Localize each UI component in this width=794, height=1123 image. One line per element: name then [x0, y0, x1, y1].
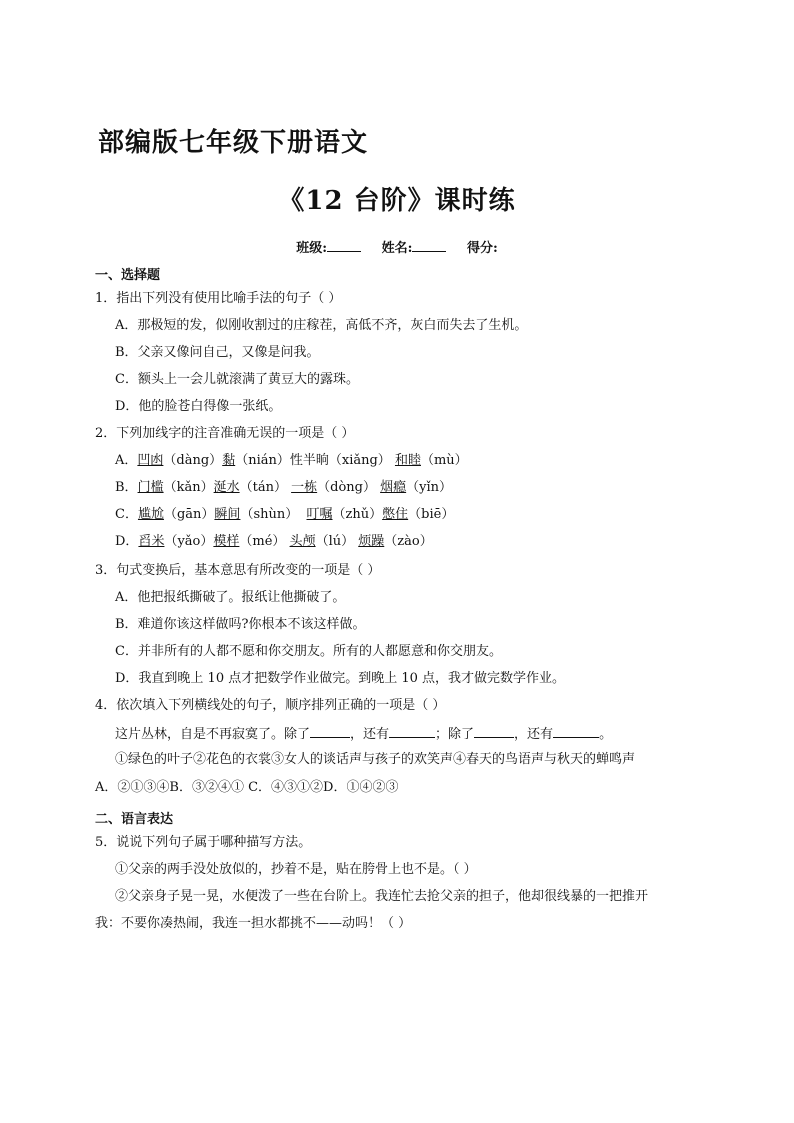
question-5-sentence-2: ②父亲身子晃一晃，水便泼了一些在台阶上。我连忙去抢父亲的担子，他却很线暴的一把推开 [115, 889, 649, 904]
lesson-title: 《12 台阶》课时练 [278, 186, 516, 216]
pinyin: （xiǎng） [328, 453, 391, 468]
pinyin: （lú） [315, 534, 355, 549]
pinyin: （dàng） [163, 453, 223, 468]
question-1-option-d: D．他的脸苍白得像一张纸。 [115, 399, 282, 414]
fill-blank-1[interactable] [310, 725, 350, 738]
pinyin: （mù） [420, 453, 468, 468]
class-blank[interactable] [327, 239, 361, 252]
option-label: D． [115, 534, 139, 549]
section-heading-choice: 一、选择题 [95, 268, 161, 283]
document-title: 部编版七年级下册语文 [98, 128, 369, 158]
passage-text: 这片丛林，自是不再寂寞了。除了 [115, 727, 311, 742]
score-label: 得分: [466, 241, 498, 256]
question-4-stem: 4．依次填入下列横线处的句子，顺序排列正确的一项是（ ） [95, 698, 446, 713]
question-5-sentence-1: ①父亲的两手没处放似的，抄着不是，贴在胯骨上也不是。（ ） [115, 862, 477, 877]
student-info-line [0, 237, 794, 256]
question-3-stem: 3．句式变换后，基本意思有所改变的一项是（ ） [95, 563, 381, 578]
underlined-word: 一栋 [291, 480, 318, 495]
fill-blank-3[interactable] [474, 725, 514, 738]
question-2-option-c [115, 507, 454, 523]
underlined-word: 烟瘾 [380, 480, 407, 495]
question-4-answers: A．②①③④B．③②④① C．④③①②D．①④②③ [95, 780, 399, 795]
pinyin: （zào） [384, 534, 433, 549]
underlined-word: 瞬间 [214, 507, 241, 522]
pinyin: （shùn） [240, 507, 299, 522]
question-1-stem: 1．指出下列没有使用比喻手法的句子（ ） [95, 291, 342, 306]
question-5-sentence-2-continued: 我：不要你凑热闹，我连一担水都挑不——动吗！（ ） [95, 916, 412, 931]
question-3-option-d: D．我直到晚上 10 点才把数学作业做完。到晚上 10 点，我才做完数学作业。 [115, 671, 566, 686]
passage-text: ；除了 [435, 727, 475, 742]
question-4-items: ①绿色的叶子②花色的衣裳③女人的谈话声与孩子的欢笑声④春天的鸟语声与秋天的蝉鸣声 [115, 752, 636, 767]
option-label: C． [115, 507, 138, 522]
option-label: B． [115, 480, 138, 495]
underlined-word: 凹凼 [137, 453, 164, 468]
underlined-word: 舀米 [138, 534, 165, 549]
option-label: A． [115, 453, 138, 468]
question-1-option-c: C．额头上一会儿就滚满了黄豆大的露珠。 [115, 372, 359, 387]
class-label: 班级: [296, 241, 328, 256]
question-3-option-c: C．并非所有的人都不愿和你交朋友。所有的人都愿意和你交朋友。 [115, 644, 502, 659]
underlined-word: 门槛 [137, 480, 164, 495]
passage-text: ，还有 [350, 727, 390, 742]
pinyin: （biē） [408, 507, 455, 522]
passage-text: ，还有 [514, 727, 554, 742]
pinyin: （dòng） [317, 480, 376, 495]
name-label: 姓名: [381, 241, 413, 256]
underlined-word: 尴尬 [137, 507, 164, 522]
question-1-option-b: B．父亲又像问自己，又像是问我。 [115, 345, 320, 360]
question-2-option-d [115, 534, 433, 550]
passage-text: 。 [599, 727, 613, 742]
pinyin: （zhǔ） [332, 507, 383, 522]
question-5-stem: 5．说说下列句子属于哪种描写方法。 [95, 835, 312, 850]
name-blank[interactable] [412, 239, 446, 252]
word: 性半晌 [289, 453, 329, 468]
question-2-option-b [115, 480, 452, 496]
question-4-passage [115, 725, 612, 743]
pinyin: （kǎn） [163, 480, 214, 495]
pinyin: （gān） [163, 507, 215, 522]
underlined-word: 和睦 [394, 453, 421, 468]
fill-blank-2[interactable] [389, 725, 435, 738]
pinyin: （tán） [239, 480, 287, 495]
fill-blank-4[interactable] [553, 725, 599, 738]
underlined-word: 憋住 [382, 507, 409, 522]
underlined-word: 黏 [222, 453, 236, 468]
question-3-option-a: A．他把报纸撕破了。报纸让他撕破了。 [115, 590, 346, 605]
underlined-word: 涎水 [213, 480, 240, 495]
section-heading-expression: 二、语言表达 [95, 812, 174, 827]
pinyin: （nián） [235, 453, 290, 468]
pinyin: （mé） [239, 534, 286, 549]
underlined-word: 叮嘱 [306, 507, 333, 522]
underlined-word: 头颅 [289, 534, 316, 549]
underlined-word: 烦躁 [358, 534, 385, 549]
question-1-option-a: A．那极短的发，似刚收割过的庄稼茬，高低不齐，灰白而失去了生机。 [115, 318, 528, 333]
question-2-option-a [115, 453, 468, 469]
question-3-option-b: B．难道你该这样做吗?你根本不该这样做。 [115, 617, 366, 632]
underlined-word: 模样 [213, 534, 240, 549]
pinyin: （yǎo） [164, 534, 214, 549]
question-2-stem: 2．下列加线字的注音准确无误的一项是（ ） [95, 426, 355, 441]
pinyin: （yǐn） [406, 480, 452, 495]
